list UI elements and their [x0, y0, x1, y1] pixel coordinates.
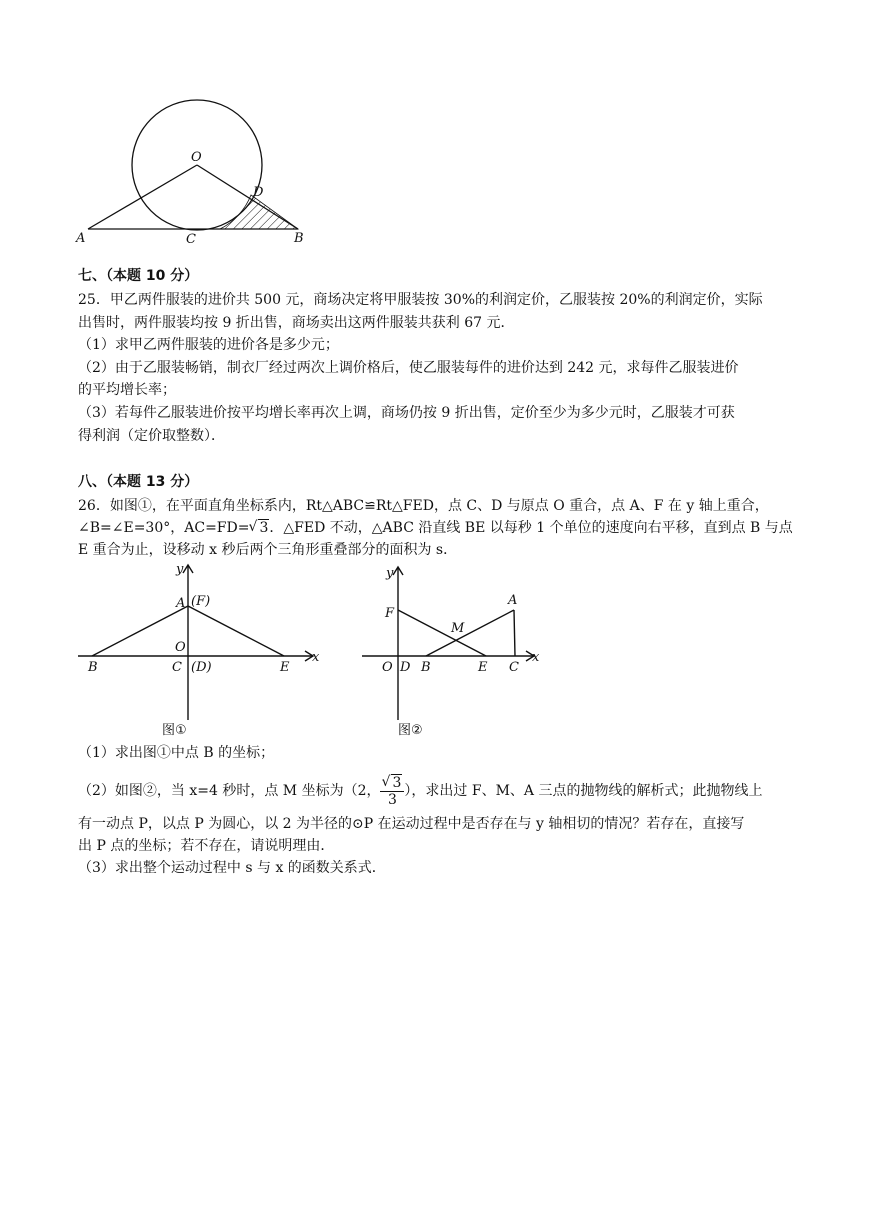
q26-part2-line1: [78, 774, 793, 808]
label-o: O: [175, 640, 186, 655]
q25-part3-line2: 得利润（定价取整数）．: [78, 428, 225, 444]
label-b: B: [88, 660, 98, 675]
label-a: A: [176, 596, 186, 611]
q26-line2-b: ．△FED 不动，△ABC 沿直线 BE 以每秒 1 个单位的速度向右平移，直到点 B 与点: [269, 520, 793, 536]
q26-part3: （3）求出整个运动过程中 s 与 x 的函数关系式．: [78, 860, 386, 876]
label-o: O: [191, 150, 202, 165]
q26-part2-line2: 有一动点 P，以点 P 为圆心，以 2 为半径的⊙P 在运动过程中是否存在与 y 轴相切的情况？若存在，直接写: [78, 816, 745, 832]
figure-2: [358, 560, 558, 745]
q25-line2: 出售时，两件服装均按 9 折出售，商场卖出这两件服装共获利 67 元．: [78, 315, 515, 331]
q26-line3: E 重合为止，设移动 x 秒后两个三角形重叠部分的面积为 s．: [78, 542, 458, 558]
label-c: C: [509, 660, 519, 675]
q26-part2-line3: 出 P 点的坐标；若不存在，请说明理由．: [78, 838, 335, 854]
q25-part2-line2: 的平均增长率；: [78, 382, 176, 398]
label-y: y: [386, 566, 394, 581]
label-b: B: [421, 660, 431, 675]
label-o: O: [382, 660, 393, 675]
q26-line2: [78, 518, 793, 538]
figure-1: [76, 560, 326, 745]
sqrt-3: √ 3: [249, 518, 269, 538]
line-fe: [398, 610, 486, 656]
line-ac: [514, 610, 515, 656]
section-8-heading: 八、（本题 13 分）: [78, 474, 199, 490]
label-c: C: [186, 232, 196, 247]
label-e: E: [280, 660, 290, 675]
label-d: D: [253, 185, 264, 200]
q25-part2-line1: （2）由于乙服装畅销，制衣厂经过两次上调价格后，使乙服装每件的进价达到 242 元，求每件乙服装进价: [78, 360, 739, 376]
label-m: M: [451, 621, 465, 636]
section-7-heading: 七、（本题 10 分）: [78, 268, 199, 284]
label-d: (D): [191, 660, 212, 675]
segment-oa: [88, 165, 197, 229]
q25-line1: 25．甲乙两件服装的进价共 500 元，商场决定将甲服装按 30%的利润定价，乙服装按 20%的利润定价，实际: [78, 292, 763, 308]
label-a: A: [76, 231, 86, 246]
label-y: y: [176, 562, 184, 577]
label-a: A: [508, 593, 518, 608]
q26-part1: （1）求出图①中点 B 的坐标；: [78, 745, 275, 761]
label-x: x: [532, 650, 540, 665]
label-f: F: [385, 606, 395, 621]
circle-tangent-figure: [70, 95, 330, 250]
q26-line1: 26．如图①，在平面直角坐标系内，Rt△ABC≌Rt△FED，点 C、D 与原点 O 重合，点 A、F 在 y 轴上重合，: [78, 498, 769, 514]
line-ba: [426, 610, 514, 656]
line-ab: [92, 606, 188, 656]
q26-part2-a: （2）如图②，当 x=4 秒时，点 M 坐标为（2，: [78, 783, 381, 799]
label-e: E: [478, 660, 488, 675]
q26-line2-a: ∠B=∠E=30°，AC=FD=: [78, 520, 250, 536]
shaded-region: [220, 195, 298, 229]
figure-2-caption: 图②: [398, 723, 423, 738]
figure-1-caption: 图①: [162, 723, 187, 738]
q26-part2-b: ），求出过 F、M、A 三点的抛物线的解析式；此抛物线上: [404, 783, 763, 799]
q25-part1: （1）求甲乙两件服装的进价各是多少元；: [78, 337, 339, 353]
q25-part3-line1: （3）若每件乙服装进价按平均增长率再次上调，商场仍按 9 折出售，定价至少为多少元时，乙服装才可获: [78, 405, 735, 421]
label-x: x: [312, 650, 320, 665]
label-d: D: [400, 660, 411, 675]
label-c: C: [172, 660, 182, 675]
fraction-sqrt3-over-3: √ $\frac{3}{3}$: [380, 775, 404, 808]
line-fe: [188, 606, 284, 656]
label-b: B: [294, 231, 304, 246]
label-f: (F): [191, 594, 211, 609]
